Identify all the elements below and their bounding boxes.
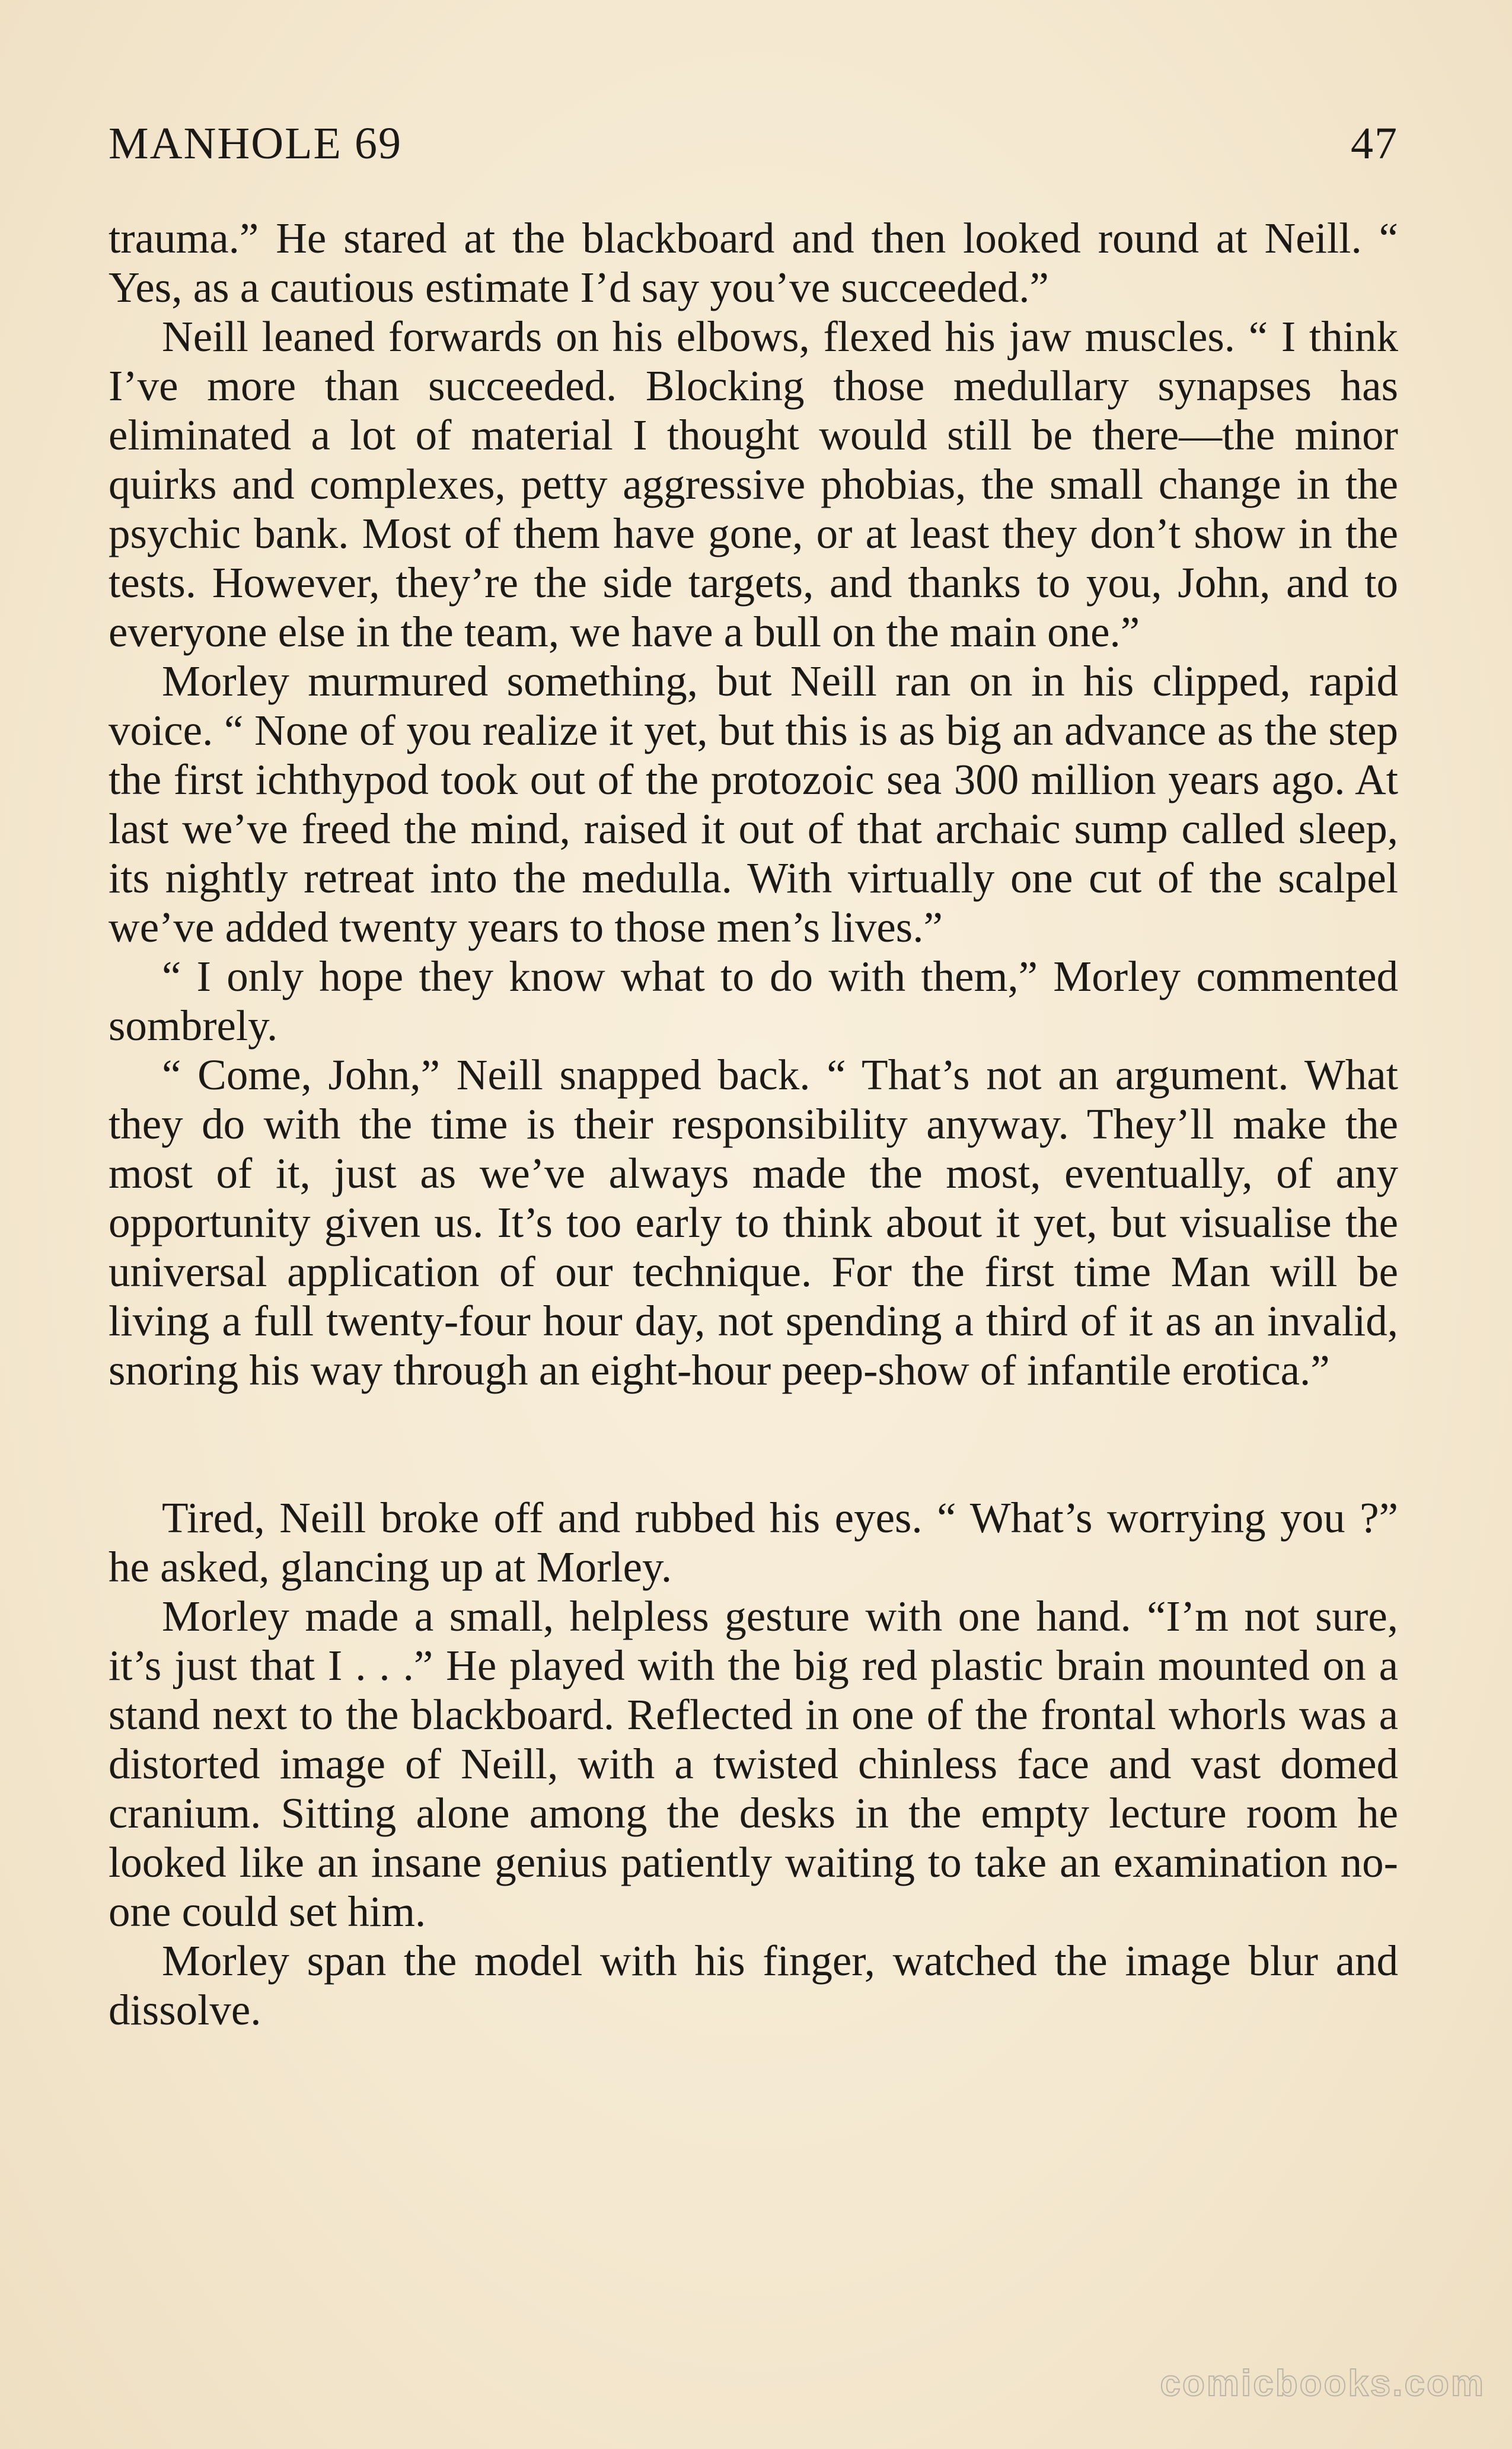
watermark: comicbooks.com	[1160, 2363, 1485, 2404]
paragraph: “ I only hope they know what to do with them,” Morley commented sombrely.	[109, 952, 1398, 1050]
paragraph: trauma.” He stared at the blackboard and then looked round at Neill. “ Yes, as a cautious estimate I’d say you’ve succeeded.”	[109, 214, 1398, 311]
paragraph: Morley made a small, helpless gesture with one hand. “I’m not sure, it’s just that I . . .” He played with the big red plastic brain mounted on a stand next to the blackboard. Reflected in one of the frontal whorls was a distorted image of Neill, with a twisted chinless face and vast domed cranium. Sitting alone among the desks in the empty lecture room he looked like an insane genius patiently waiting to take an examination no-one could set him.	[109, 1592, 1398, 1935]
running-header	[109, 116, 1398, 172]
paragraph: “ Come, John,” Neill snapped back. “ That’s not an argument. What they do with the time is their responsibility anyway. They’ll make the most of it, just as we’ve always made the most, eventually, of any opportunity given us. It’s too early to think about it yet, but visualise the universal application of our technique. For the first time Man will be living a full twenty-four hour day, not spending a third of it as an invalid, snoring his way through an eight-hour peep-show of infantile erotica.”	[109, 1051, 1398, 1394]
paragraph: Tired, Neill broke off and rubbed his eyes. “ What’s worrying you ?” he asked, glancing up at Morley.	[109, 1494, 1398, 1591]
paragraph: Morley span the model with his finger, watched the image blur and dissolve.	[109, 1937, 1398, 2034]
page-number: 47	[1351, 119, 1398, 168]
body-text	[109, 213, 1398, 2035]
paragraph: Morley murmured something, but Neill ran on in his clipped, rapid voice. “ None of you realize it yet, but this is as big an advance as the step the first ichthypod took out of the protozoic sea 300 million years ago. At last we’ve freed the mind, raised it out of that archaic sump called sleep, its nightly retreat into the medulla. With virtually one cut of the scalpel we’ve added twenty years to those men’s lives.”	[109, 657, 1398, 951]
paragraph: Neill leaned forwards on his elbows, flexed his jaw muscles. “ I think I’ve more than succeeded. Blocking those medullary synapses has eliminated a lot of material I thought would still be there—the minor quirks and complexes, petty aggressive phobias, the small change in the psychic bank. Most of them have gone, or at least they don’t show in the tests. However, they’re the side targets, and thanks to you, John, and to everyone else in the team, we have a bull on the main one.”	[109, 312, 1398, 656]
chapter-title: MANHOLE 69	[109, 119, 402, 168]
section-break	[109, 1395, 1398, 1493]
